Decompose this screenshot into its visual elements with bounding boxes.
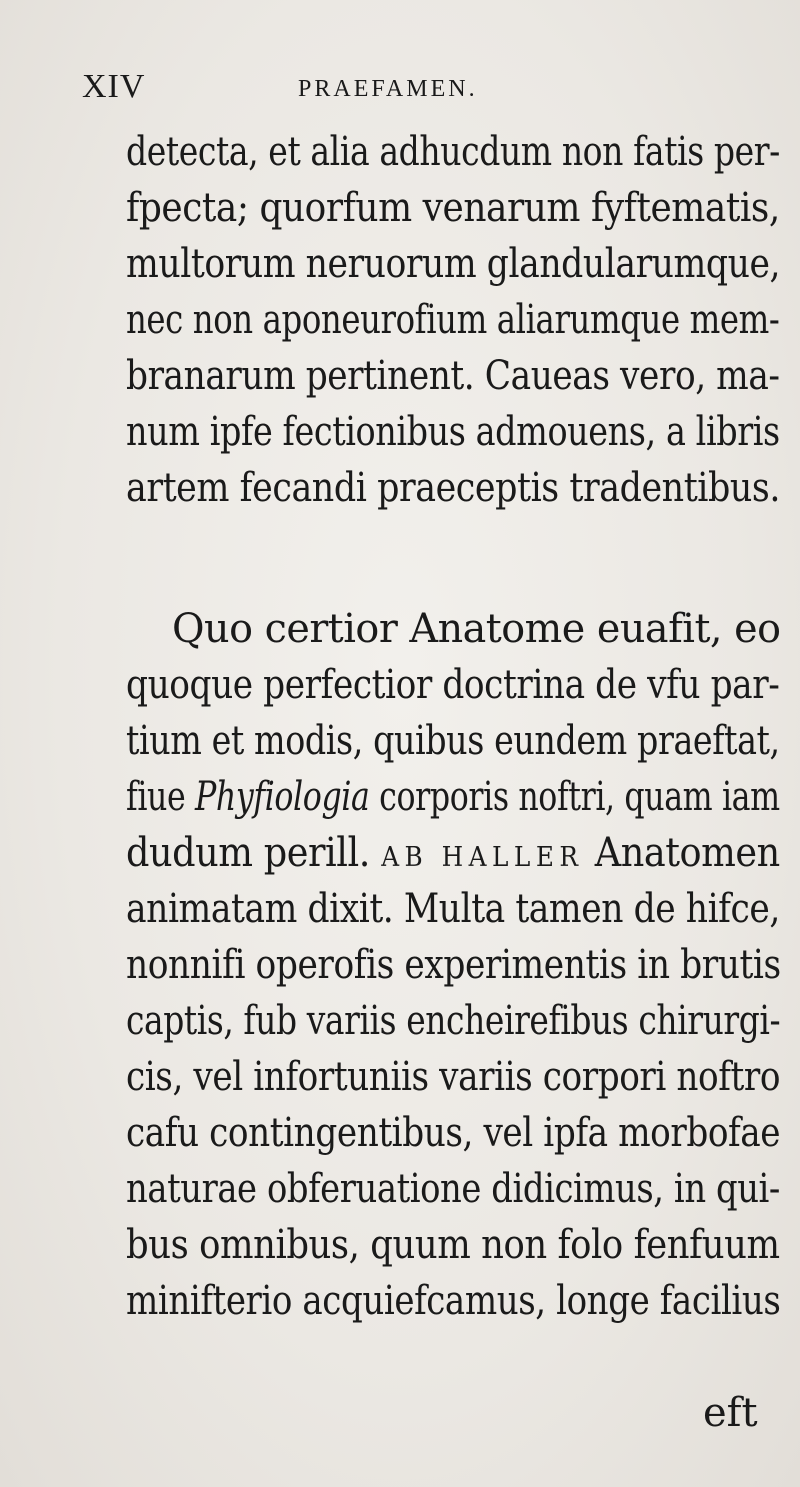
- text-line: num ipfe fectionibus admouens, a libris: [126, 409, 780, 455]
- text-line: minifterio acquiefcamus, longe facilius: [126, 1278, 781, 1324]
- text-line: multorum neruorum glandularumque,: [126, 241, 781, 287]
- text-line: [126, 829, 780, 882]
- page-number: XIV: [82, 68, 146, 105]
- text-line: captis, fub variis encheirefibus chirurgi-: [126, 998, 781, 1044]
- text-line: artem fecandi praeceptis tradentibus.: [126, 465, 781, 511]
- text-span: corporis noftri, quam iam: [369, 774, 780, 820]
- text-line: naturae obferuatione didicimus, in qui-: [126, 1166, 780, 1212]
- text-line: cafu contingentibus, vel ipfa morbofae: [126, 1110, 781, 1156]
- text-span: fiue: [126, 774, 196, 820]
- text-line: detecta, et alia adhucdum non fatis per-: [126, 129, 780, 175]
- text-span: Anatomen: [583, 830, 780, 876]
- text-line: cis, vel infortuniis variis corpori noftro: [126, 1054, 781, 1100]
- page-header: [0, 68, 800, 108]
- text-line: tium et modis, quibus eundem praeftat,: [126, 718, 780, 764]
- text-line: fpecta; quorfum venarum fyftematis,: [126, 185, 780, 231]
- text-line: bus omnibus, quum non folo fenfuum: [126, 1222, 780, 1268]
- text-line: [126, 773, 780, 821]
- text-line: nec non aponeurofium aliarumque mem-: [126, 297, 780, 343]
- italic-term: Phyfiologia: [195, 774, 370, 820]
- text-line: animatam dixit. Multa tamen de hifce,: [126, 886, 780, 932]
- running-head: PRAEFAMEN.: [298, 76, 478, 102]
- author-name: AB HALLER: [381, 842, 584, 873]
- text-line: quoque perfectior doctrina de vfu par-: [126, 662, 780, 708]
- text-line: branarum pertinent. Caueas vero, ma-: [126, 353, 780, 399]
- text-line: nonnifi operofis experimentis in brutis: [126, 942, 781, 988]
- text-line: Quo certior Anatome euafit, eo: [172, 606, 781, 652]
- text-span: dudum perill.: [126, 830, 382, 876]
- catchword: eft: [703, 1390, 758, 1436]
